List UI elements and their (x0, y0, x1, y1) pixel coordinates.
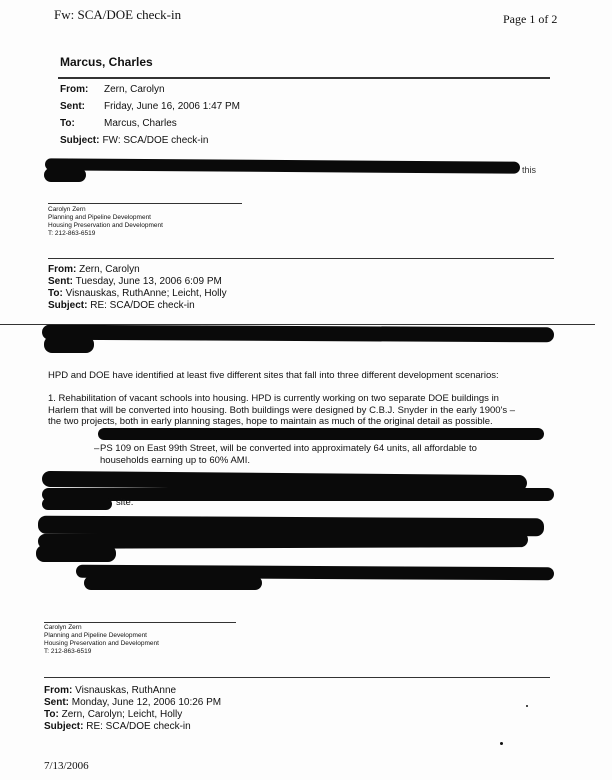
header-rule (58, 77, 550, 79)
from-value: Zern, Carolyn (104, 84, 165, 95)
signature-dept: Planning and Pipeline Development (44, 632, 147, 639)
redaction-bar (44, 336, 94, 353)
bullet-dash: – (94, 443, 100, 454)
body-line: 1. Rehabilitation of vacant schools into housing. HPD is currently working on two separate DOE buildings in (48, 393, 499, 404)
signature-name: Carolyn Zern (44, 624, 82, 631)
message-2-header (48, 264, 227, 312)
subject-value: FW: SCA/DOE check-in (102, 135, 209, 146)
body-line: the two projects, both in early planning stages, hope to maintain as much of the original detail as possible. (48, 416, 493, 427)
subject-value: RE: SCA/DOE check-in (86, 721, 191, 732)
body-line: Harlem that will be converted into housing. Both buildings were designed by C.B.J. Snyder in the early 1900's – (48, 404, 516, 416)
signature-phone: T: 212-863-6519 (44, 648, 92, 655)
sent-label: Sent: (60, 101, 85, 112)
signature-rule (44, 622, 236, 623)
from-label: From: (48, 264, 77, 275)
subject-label: Subject: (60, 135, 100, 146)
sent-value: Tuesday, June 13, 2006 6:09 PM (75, 276, 222, 287)
redaction-fragment: site. (116, 497, 134, 508)
body-paragraph: HPD and DOE have identified at least five different sites that fall into three different development scenarios: (48, 370, 499, 381)
redaction-bar (36, 545, 116, 562)
signature-agency: Housing Preservation and Development (48, 222, 163, 229)
from-label: From: (44, 685, 73, 696)
bullet-line: PS 109 on East 99th Street, will be converted into approximately 64 units, all affordable to (100, 443, 477, 454)
bullet-text (100, 443, 540, 466)
sent-value: Friday, June 16, 2006 1:47 PM (104, 101, 241, 112)
redaction-bar (98, 428, 544, 440)
signature-phone: T: 212-863-6519 (48, 230, 96, 237)
from-value: Visnauskas, RuthAnne (75, 685, 177, 696)
from-value: Zern, Carolyn (79, 264, 140, 275)
from-row (60, 84, 165, 95)
body-paragraph (48, 393, 588, 428)
to-value: Zern, Carolyn; Leicht, Holly (61, 709, 183, 720)
to-value: Visnauskas, RuthAnne; Leicht, Holly (65, 288, 227, 299)
sender-name: Marcus, Charles (60, 55, 153, 69)
redaction-bar (42, 325, 554, 343)
to-label: To: (44, 709, 59, 720)
page-number: Page 1 of 2 (503, 12, 558, 26)
subject-label: Subject: (44, 721, 84, 732)
to-value: Marcus, Charles (104, 118, 177, 129)
page-title: Fw: SCA/DOE check-in (54, 7, 182, 22)
sent-label: Sent: (44, 697, 69, 708)
signature-dept: Planning and Pipeline Development (48, 214, 151, 221)
sent-label: Sent: (48, 276, 73, 287)
bullet-line: households earning up to 60% AMI. (100, 454, 250, 466)
sent-row (60, 101, 240, 112)
redaction-bar (44, 168, 86, 182)
redaction-bar (84, 576, 262, 590)
scan-speck (500, 742, 503, 745)
to-label: To: (60, 118, 75, 129)
subject-row (60, 135, 208, 146)
to-row (60, 118, 177, 129)
signature-rule (48, 203, 242, 204)
message-3-header (44, 685, 221, 733)
sent-value: Monday, June 12, 2006 10:26 PM (71, 697, 222, 708)
redaction-fragment: this (522, 165, 537, 175)
signature-name: Carolyn Zern (48, 206, 86, 213)
signature-block (44, 624, 159, 656)
signature-block (48, 206, 163, 238)
redaction-bar (42, 498, 112, 510)
message-divider (48, 258, 554, 259)
from-label: From: (60, 84, 89, 95)
subject-label: Subject: (48, 300, 88, 311)
message-divider (44, 677, 550, 678)
scan-speck (526, 705, 528, 707)
subject-value: RE: SCA/DOE check-in (90, 300, 195, 311)
redaction-bar (45, 158, 520, 173)
to-label: To: (48, 288, 63, 299)
footer-date: 7/13/2006 (44, 760, 89, 772)
signature-agency: Housing Preservation and Development (44, 640, 159, 647)
